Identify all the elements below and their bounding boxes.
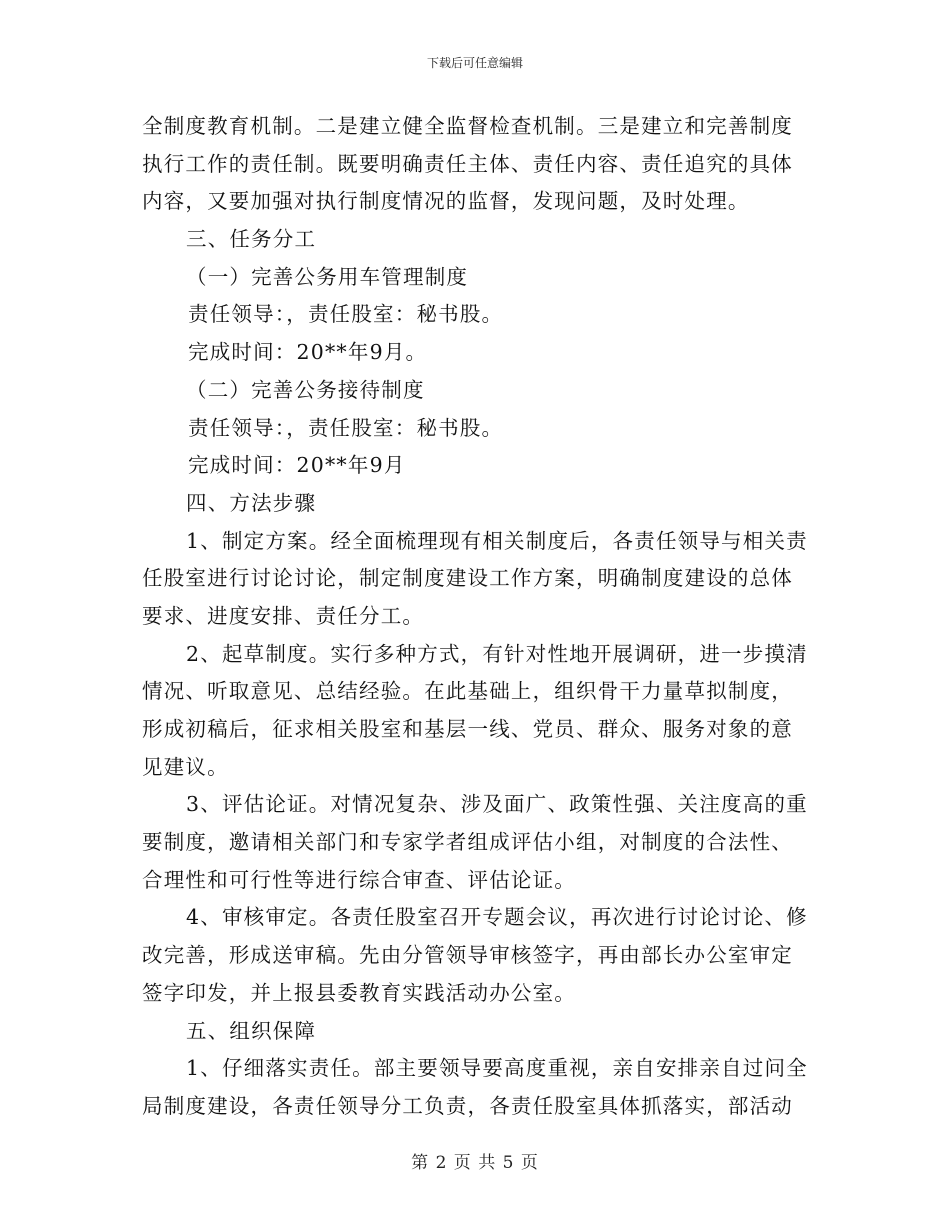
body-line: 内容，又要加强对执行制度情况的监督，发现问题，及时处理。 [142,189,750,214]
body-line: 完成时间：20**年9月。 [188,340,428,365]
body-line: 全制度教育机制。二是建立健全监督检查机制。三是建立和完善制度 [142,114,793,138]
section-heading: 三、任务分工 [186,227,317,252]
paragraph-start: 4、审核审定。各责任股室召开专题会议，再次进行讨论讨论、修 [186,905,808,930]
body-line: 改完善，形成送审稿。先由分管领导审核签字，再由部长办公室审定 [142,943,793,968]
body-line: 签字印发，并上报县委教育实践活动办公室。 [142,980,576,1005]
paragraph-start: 3、评估论证。对情况复杂、涉及面广、政策性强、关注度高的重 [186,792,808,817]
paragraph-start: 1、仔细落实责任。部主要领导要高度重视，亲自安排亲自过问全 [186,1056,808,1081]
body-line: 任股室进行讨论讨论，制定制度建设工作方案，明确制度建设的总体 [142,566,793,591]
page-number: 第 2 页 共 5 页 [411,1153,539,1173]
body-line: 要制度，邀请相关部门和专家学者组成评估小组，对制度的合法性、 [142,830,793,855]
section-heading: 四、方法步骤 [186,490,317,515]
body-line: 合理性和可行性等进行综合审查、评估论证。 [142,867,576,892]
section-heading: 五、组织保障 [186,1018,317,1043]
subsection-heading: （一）完善公务用车管理制度 [186,264,469,289]
body-line: 责任领导：，责任股室：秘书股。 [188,415,504,440]
body-line: 局制度建设，各责任领导分工负责，各责任股室具体抓落实，部活动 [142,1093,793,1118]
subsection-heading: （二）完善公务接待制度 [186,377,425,402]
body-line: 形成初稿后，征求相关股室和基层一线、党员、群众、服务对象的意 [142,717,793,741]
document-body [142,108,810,1126]
paragraph-start: 2、起草制度。实行多种方式，有针对性地开展调研，进一步摸清 [186,641,808,666]
body-line: 情况、听取意见、总结经验。在此基础上，组织骨干力量草拟制度， [142,679,793,704]
body-line: 执行工作的责任制。既要明确责任主体、责任内容、责任追究的具体 [142,151,793,176]
paragraph-start: 1、制定方案。经全面梳理现有相关制度后，各责任领导与相关责 [186,528,808,553]
body-line: 见建议。 [142,754,229,779]
body-line: 要求、进度安排、责任分工。 [142,603,425,628]
page-header: 下载后可任意编辑 [426,56,523,70]
body-line: 完成时间：20**年9月 [188,453,406,478]
body-line: 责任领导：，责任股室：秘书股。 [188,302,504,327]
